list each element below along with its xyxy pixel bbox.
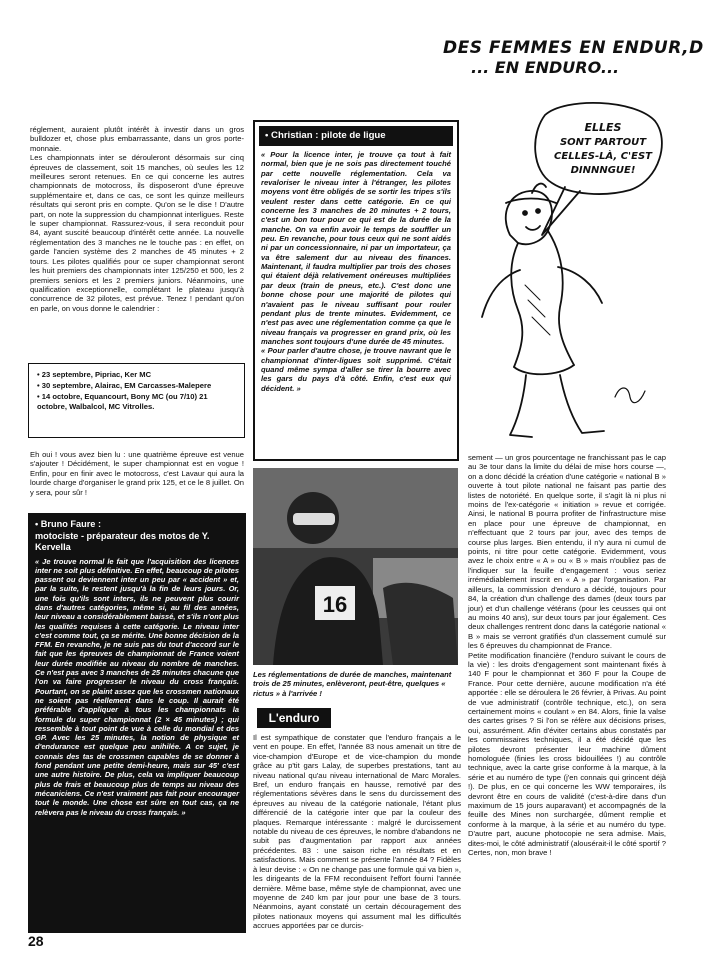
col1-paragraph-1: réglement, auraient plutôt intérêt à investir dans un gros bulldozer et, chose plus embarrassante, dans un gros porte-monnaie. [30,125,244,153]
col1-paragraph-3: Eh oui ! vous avez bien lu : une quatrième épreuve est venue s'ajouter ! Décidément, le super championnat est en vogue ! Enfin, pour en finir avec le motocross, c'est Lavaur qui aura la lourde charge d'organiser le grand prix 125, et ce le 8 juillet. On y sera, pour sûr ! [30,450,244,497]
headline-line1: DES FEMMES EN ENDUR,D [443,38,704,58]
christian-title: • Christian : pilote de ligue [259,126,453,146]
calendar-item: • 30 septembre, Alairac, EM Carcasses-Malepere [37,381,212,391]
calendar-box [28,363,245,438]
speech-line1: ELLES [584,121,622,134]
bruno-title-line1: • Bruno Faure : [35,519,101,529]
headline [443,38,704,77]
bruno-title [35,519,239,554]
enduro-paragraph-1: Il est sympathique de constater que l'enduro français a le vent en poupe. En effet, l'année 83 nous amenait un titre de vice-champion d'Europe et de vice-champion du monde grâce au p'tit gars Lalay, de superbes prestations, tant au niveau national qu'au niveau international de Marc Morales. Bref, un enduro français en hausse, remotivé par des réglementations sévères dans le sens du durcissement des épreuves au niveau de la catégorie nationale, l'étant plus différencié de la catégorie inter que par la couleur des plaques. Remarque intéressante : malgré le durcissement notable du niveau de ces épreuves, le nombre d'abandons ne subit pas d'augmentation par rapport aux années précédentes. 83 : une saison riche en résultats et en satisfactions. Mais comment se présente l'année 84 ? Fidèles à leur devise : « On ne change pas une formule qui va bien », les dirigeants de la FFM reconduisent l'effort fourni l'année dernière. Même base, même style de championnat, avec une moyenne de 240 km par jour pour une base de 3 tours. Néanmoins, ayant constaté un certain découragement des pilotes nationaux moyens qui assument mal les difficultés accrues apportées par ce durcis- [253,733,461,931]
calendar-item: • 23 septembre, Pipriac, Ker MC [37,370,152,379]
col3-paragraph-1: sement — un gros pourcentage ne franchissant pas le cap au 3e tour dans la limite du délai de mise hors course —, on a donc décidé la création d'une catégorie « national B » ouverte à tout pilote national ne faisant pas partie des listes de notoriété. En quelque sorte, il s'agit là ni plus ni moins de l'ex-catégorie « initiation » revue et corrigée. Ainsi, le national B pourra profiter de l'infrastructure mise en place pour une épreuve de championnat, en n'effectuant que 2 tours par jour, avec des temps de course plus larges. Bien entendu, il n'y aura ni cumul de points, ni titre pour cette catégorie. Evidemment, vous avez le choix entre « A » ou « B » mais n'oubliez pas de l'indiquer sur la feuille d'engagement : vous seriez irrémédiablement inscrit en « A » par l'organisation. Par ailleurs, la commission d'enduro a décidé, toujours pour 84, la création d'un challenge des dames (deux tours par jour) et d'un challenge vétérans (pour les ceusses qui ont au moins 40 ans), sur deux tours par jour également. Ces deux challenges rentrent donc dans la catégorie national « B » mais se verront gratifiés d'un classement cumulé sur les 6 épreuves du championnat de France. [468,453,666,651]
cartoon-illustration [470,85,670,450]
column-1-text [30,125,244,313]
rider-photo [253,468,458,665]
calendar-item: • 14 octobre, Equancourt, Bony MC (ou 7/10) 21 octobre, Walbalcol, MC Vitrolles. [37,392,208,411]
speech-line2: SONT PARTOUT [559,137,647,148]
column-3-text [468,453,666,857]
christian-paragraph-2: « Pour parler d'autre chose, je trouve navrant que le championnat d'inter-ligues soit supprimé. C'était quand même sympa d'aller se tirer la bourre avec les gars du pays d'à côté. Enfin, c'est eux qui décident. » [261,346,451,393]
christian-interview-box [253,120,459,461]
christian-paragraph-1: « Pour la licence inter, je trouve ça tout à fait normal, bien que je ne sois pas directement touché par cette nouvelle réglementation. Cela va revaloriser le niveau inter à l'étranger, les pilotes moyens vont être obligés de se sortir les tripes s'ils veulent rester dans cette catégorie. En ce qui concerne les 3 manches de 20 minutes + 2 tours, c'est un bon tour pour ce qui est de la durée de la manche. On va enfin avoir le temps de souffler un peu. En revanche, pour tous ceux qui ne sont aidés ni par un concessionnaire, ni par un importateur, ça va être salement dur au niveau des finances. Maintenant, il faudra multiplier par trois des choses qui étaient déjà relativement onéreuses multipliées par deux (train de pneus, etc.). C'est donc une bonne chose pour une majorité de pilotes qui n'avaient pas le niveau suffisant pour rouler pendant plus de trente minutes. Evidemment, ce n'est pas avec une réglementation comme ça que le niveau français va progresser en grand prix, où les manches sont toujours d'une durée de 45 minutes. [261,150,451,346]
speech-line4: DINNNGUE! [570,165,636,176]
section-title-enduro: L'enduro [257,708,331,728]
bruno-paragraph: « Je trouve normal le fait que l'acquisition des licences inter ne soit plus définitive. En effet, beaucoup de pilotes passent ou deviennent inter un peu par « accident » et, par la suite, le restent jusqu'à la fin de leurs jours. Or, une fois qu'ils sont inters, ils ne peuvent plus courir dans d'autres catégories, même si, au fil des années, leur niveau a considérablement baissé, et s'ils n'ont plus les qualités requises à cette catégorie. Le niveau inter c'est comme tout, ça se mérite. Une bonne décision de la FFM. En revanche, je ne suis pas du tout d'accord sur le fait que les épreuves de championnat de France voient leur durée modifiée au niveau du nombre de manches. Ce n'est pas avec 3 manches de 25 minutes chacune que l'on va faire progresser le niveau du cross français. Pourtant, on se plaint assez que les crossmen nationaux ne soient pas réellement dans le coup. Il aurait été préférable d'appliquer à tous les championnats la formule du super championnat (2 × 45 minutes) ; qui ressemble à tout point de vue à celle du mondial et des GP. Avec les 25 minutes, la notion de physique et d'endurance est quelque peu anihilée. A ce sujet, je connais des tas de crossmen capables de se donner à fond pendant une petite demi-heure, mais sur 45' c'est une autre histoire. De plus, cela va impliquer beaucoup plus de frais et beaucoup plus de temps au niveau des mécaniciens. Ce n'est vraiment pas fait pour encourager tout le monde. Une chose est sûre en tout cas, ça ne relèvera pas le niveau du cross français. » [35,556,239,817]
col1-paragraph-2: Les championnats inter se dérouleront désormais sur cinq épreuves de classement, soit 15 manches, où seules les 12 meilleures seront retenues. En ce qui concerne les autres championnats de motocross, ils disposeront d'une épreuve supplémentaire et, dans ce cas, ce sont les quinze meilleurs résultats qui seront pris en compte. Qu'on se le dise ! D'autre part, on note la suppression du championnat interligues. Reste le super championnat. Rassurez-vous, il sera reconduit pour 84, ayant suscité beaucoup d'intérêt cette année. La nouvelle réglementation des 3 manches ne le touche pas : en effet, on garde l'ancien système des 2 manches de 45 minutes + 2 tours. Les pilotes qualifiés pour ce super championnat seront les huit premiers des championnats inter 125/250 et 500, les 2 premiers seniors et les 2 premiers juniors. Néanmoins, une qualification exceptionnelle, complétant le plateau jusqu'à concurrence de 32 pilotes, est prévue. Tenez ! pendant qu'on en parle, on vous donne le calendrier : [30,153,244,313]
bruno-interview-box [28,513,246,933]
page-number: 28 [28,933,44,949]
speech-line3: CELLES-LÀ, C'EST [554,151,652,162]
headline-line2: ... EN ENDURO... [471,58,620,77]
photo-caption: Les réglementations de durée de manches, maintenant trois de 25 minutes, enlèveront, peut-être, quelques « rictus » à l'arrivée ! [253,670,452,698]
col3-paragraph-2: Petite modification financière (l'enduro suivant le cours de la vie) : les droits d'engagement sont maintenant fixés à 140 F pour le championnat et 360 F pour la Coupe de France. Pour cette dernière, aucune modification n'a été apportée : elle se déroulera le 26 février, à Privas. Au point de vue administratif (contrôle technique, etc.), on sera certainement moins « coulant » en 84. Alors, finie la valse des cartes grises ? Si l'on se réfère aux décisions prises, oui, assurément. Afin d'éviter certains abus constatés par les commissaires techniques, il a été décidé que les pilotes devront présenter leur machine dûment homologuée (finies les cross bidouillées !) au contrôle technique, avec la carte grise conforme à la marque, à la série et au numéro de type (j'en connais qui grincent déjà !). De plus, en ce qui concerne les WW temporaires, ils devront être en cours de validité (c'est-à-dire dans d'un maximum de 15 jours auparavant) et accompagnés de la feuille des Mines non surchargée, dûment remplie et conforme à la marque, à la série et au numéro du type. D'autre part, aucune photocopie ne sera admise. Mais, dites-moi, le côté administratif (alousérait-il le côté sportif ? Certes, non, mon brave ! [468,650,666,858]
bruno-title-line2: motociste - préparateur des motos de Y. Kervella [35,530,210,552]
bib-number: 16 [322,592,348,617]
